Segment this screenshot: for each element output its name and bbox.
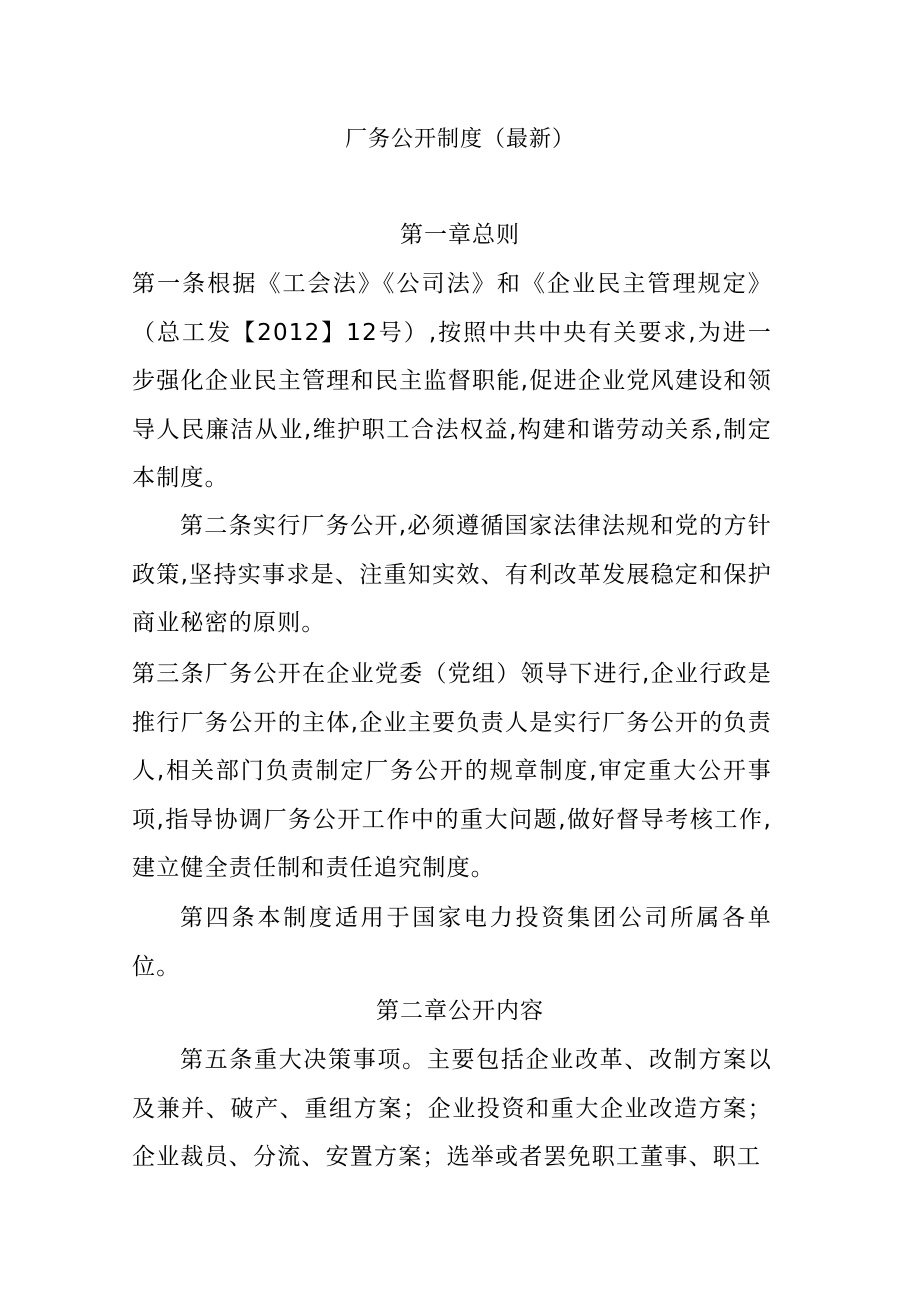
article-5: 第五条重大决策事项。主要包括企业改革、改制方案以及兼并、破产、重组方案；企业投资和重大企业改造方案；企业裁员、分流、安置方案；选举或者罢免职工董事、职工 [132, 1047, 772, 1170]
article-3: 第三条厂务公开在企业党委（党组）领导下进行,企业行政是推行厂务公开的主体,企业主要负责人是实行厂务公开的负责人,相关部门负责制定厂务公开的规章制度,审定重大公开事项,指导协调厂务公开工作中的重大问题,做好督导考核工作,建立健全责任制和责任追究制度。 [132, 661, 772, 881]
article-4: 第四条本制度适用于国家电力投资集团公司所属各单位。 [132, 905, 772, 980]
chapter-2-heading: 第二章公开内容 [376, 998, 544, 1024]
article-2: 第二条实行厂务公开,必须遵循国家法律法规和党的方针政策,坚持实事求是、注重知实效、有利改革发展稳定和保护商业秘密的原则。 [132, 513, 772, 636]
document-title: 厂务公开制度（最新） [344, 127, 575, 152]
chapter-1-heading: 第一章总则 [400, 222, 520, 248]
article-1: 第一条根据《工会法》《公司法》和《企业民主管理规定》（总工发【2012】12号）,按照中共中央有关要求,为进一步强化企业民主管理和民主监督职能,促进企业党风建设和领导人民廉洁从业,维护职工合法权益,构建和谐劳动关系,制定本制度。 [132, 271, 772, 491]
